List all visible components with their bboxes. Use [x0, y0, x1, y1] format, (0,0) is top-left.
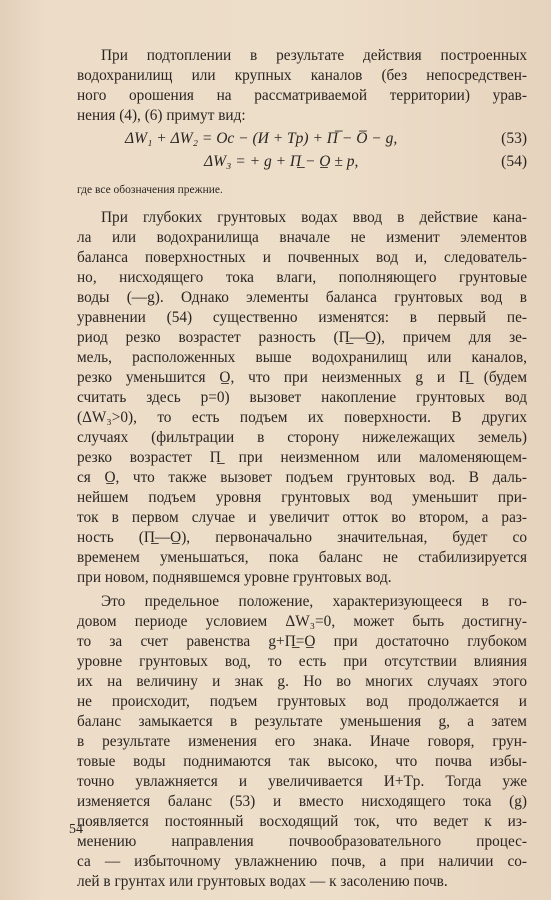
text-column [77, 46, 527, 892]
text-line: Это предельное положение, характеризующееся в го- [101, 593, 527, 610]
paragraph-3 [77, 592, 527, 892]
text-line: ся O̲, что также вызовет подъем грунтовых вод. В даль- [77, 469, 527, 486]
text-line: резко уменьшится O̲, что при неизменных g и П̲ (будем [77, 369, 527, 386]
text-line: довом периоде условием ΔW₃=0, может быть достигну- [77, 613, 527, 630]
equation-54: ΔW₃ = + g + П̲ − O̲ ± p, [204, 153, 359, 170]
text-line: При глубоких грунтовых водах ввод в действие кана- [101, 209, 527, 226]
text-line: водохранилищ или крупных каналов (без непосредствен- [77, 67, 527, 84]
text-line: При подтоплении в результате действия построенных [101, 47, 527, 64]
text-line: изменяется баланс (53) и вместо нисходящего тока (g) [77, 793, 527, 810]
text-line: воды (—g). Однако элементы баланса грунтовых вод в [77, 289, 527, 306]
text-line: при новом, поднявшемся уровне грунтовых вод. [77, 569, 392, 586]
text-line: не происходит, подъем грунтовых вод продолжается и [77, 693, 527, 710]
text-line: нейшем подъем уровня грунтовых вод уменьшит при- [77, 489, 527, 506]
text-line: то за счет равенства g+П̲=O̲ при достаточно глубоком [77, 633, 527, 650]
text-line: ла или водохранилища вначале не изменит элементов [77, 229, 527, 246]
text-line: лей в грунтах или грунтовых водах — к засолению почв. [77, 873, 448, 890]
text-line: появляется постоянный восходящий ток, что ведет к из- [77, 813, 527, 830]
text-line: их на величину и знак g. Но во многих случаях этого [77, 673, 527, 690]
text-line: резко возрастет П̲ при неизменном или маломеняющем- [77, 449, 527, 466]
note-text: где все обозначения прежние. [77, 184, 223, 196]
text-line: в результате изменения его знака. Иначе говоря, грун- [77, 733, 527, 750]
text-line: баланс замыкается в результате уменьшения g, а затем [77, 713, 527, 730]
text-line: (ΔW₃>0), то есть подъем их поверхности. В других [77, 409, 527, 426]
text-line: са — избыточному увлажнению почв, а при наличии со- [77, 853, 527, 870]
text-line: ток в первом случае и увеличит отток во втором, а раз- [77, 509, 527, 526]
text-line: баланса поверхностных и почвенных вод и, следователь- [77, 249, 527, 266]
text-line: ного орошения на рассматриваемой территории) урав- [77, 87, 527, 104]
equation-number: (54) [501, 153, 527, 170]
text-line: уравнении (54) существенно изменятся: в первый пе- [77, 309, 527, 326]
text-line: но, нисходящего тока влаги, пополняющего грунтовые [77, 269, 527, 286]
text-line: риод резко возрастет разность (П̲—O̲), причем для зе- [77, 329, 527, 346]
paragraph-2 [77, 208, 527, 588]
text-line: случаях (фильтрации в сторону нижележащих земель) [77, 429, 527, 446]
text-line: мель, расположенных выше водохранилищ или каналов, [77, 349, 527, 366]
text-line: ность (П̲—O̲), первоначально значительная, будет со [77, 529, 527, 546]
text-line: товые воды поднимаются так высоко, что почва избы- [77, 753, 527, 770]
text-line: считать здесь p=0) вызовет накопление грунтовых вод [77, 389, 527, 406]
equation-number: (53) [501, 130, 527, 147]
text-line: временем уменьшаться, пока баланс не стабилизируется [77, 549, 527, 566]
text-line: нения (4), (6) примут вид: [77, 107, 246, 124]
page-number: 54 [69, 822, 83, 837]
paragraph-1 [77, 46, 527, 126]
text-line: менению направления почвообразовательного процес- [77, 833, 527, 850]
text-line: уровне грунтовых вод, то есть при отсутствии влияния [77, 653, 527, 670]
text-line: точно увлажняется и увеличивается И+Tp. Тогда уже [77, 773, 527, 790]
equation-block [77, 128, 527, 176]
equation-53: ΔW₁ + ΔW₂ = Oc − (И + Tp) + П̅ − O̅ − g, [125, 130, 398, 147]
